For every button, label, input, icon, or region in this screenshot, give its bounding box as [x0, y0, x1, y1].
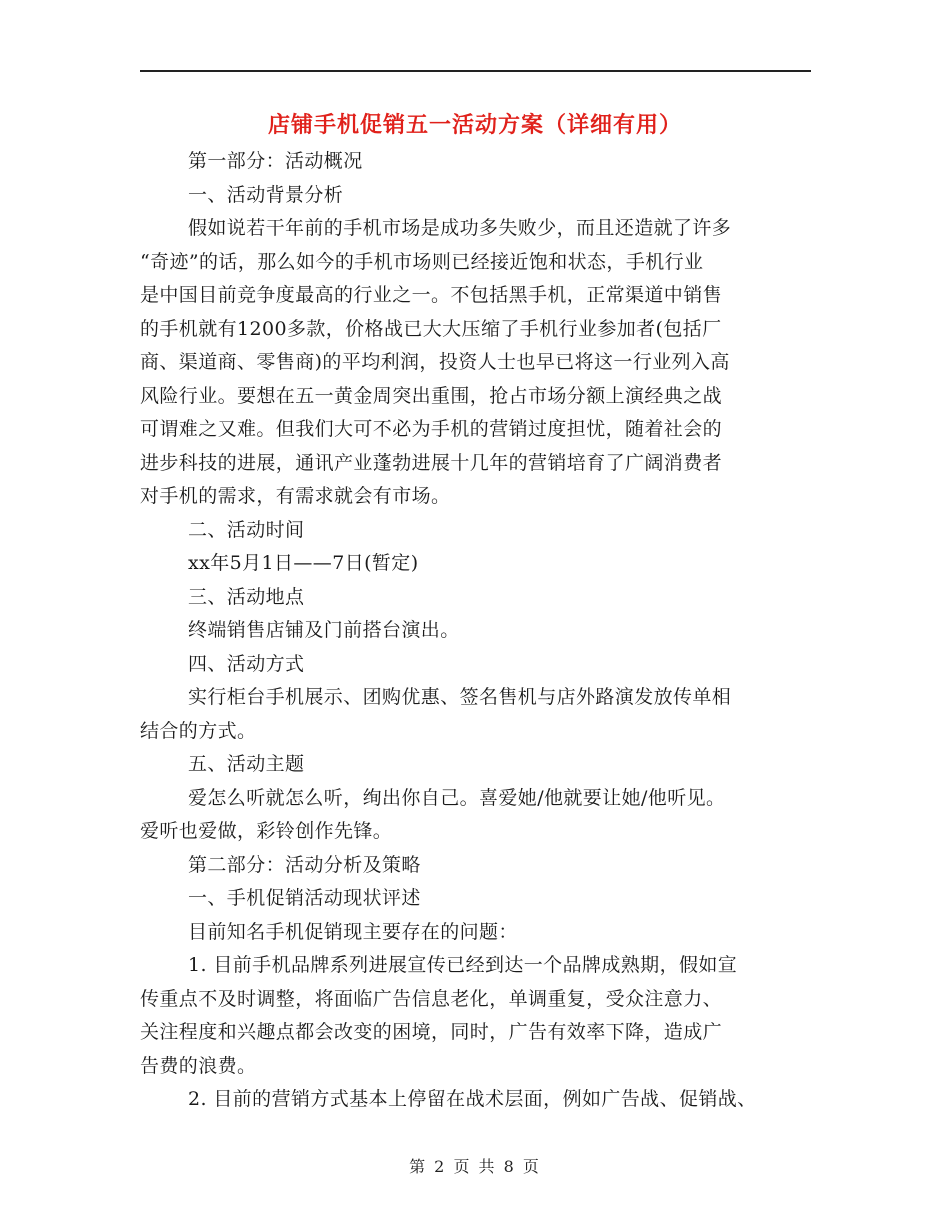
body-line: 目前知名手机促销现主要存在的问题：	[188, 920, 518, 943]
body-line: 一、活动背景分析	[188, 183, 344, 206]
body-line: 关注程度和兴趣点都会改变的困境，同时，广告有效率下降，造成广	[140, 1021, 723, 1043]
body-line: “奇迹”的话，那么如今的手机市场则已经接近饱和状态，手机行业	[140, 250, 704, 273]
body-line: 五、活动主题	[188, 753, 305, 775]
body-line: 一、手机促销活动现状评述	[188, 887, 421, 909]
body-line: 商、渠道商、零售商)的平均利润，投资人士也早已将这一行业列入高	[140, 351, 730, 373]
body-line: 实行柜台手机展示、团购优惠、签名售机与店外路演发放传单相	[188, 686, 732, 708]
body-line: 第一部分：活动概况	[188, 150, 363, 172]
body-line: 二、活动时间	[188, 518, 305, 541]
body-line: 告费的浪费。	[140, 1054, 257, 1077]
body-line: 进步科技的进展，通讯产业蓬勃进展十几年的营销培育了广阔消费者	[140, 451, 723, 474]
body-line: 第二部分：活动分析及策略	[188, 853, 421, 876]
page-footer: 第 2 页 共 8 页	[409, 1157, 541, 1176]
body-line: 2. 目前的营销方式基本上停留在战术层面，例如广告战、促销战、	[188, 1088, 757, 1110]
body-line: 三、活动地点	[188, 585, 305, 608]
body-line: 假如说若干年前的手机市场是成功多失败少，而且还造就了许多	[188, 217, 732, 239]
header-rule	[140, 70, 811, 72]
body-line: 1. 目前手机品牌系列进展宣传已经到达一个品牌成熟期，假如宣	[188, 954, 738, 976]
body-line: xx年5月1日——7日(暂定)	[188, 552, 419, 574]
body-line: 终端销售店铺及门前搭台演出。	[188, 619, 460, 641]
body-line: 是中国目前竞争度最高的行业之一。不包括黑手机，正常渠道中销售	[140, 284, 723, 306]
body-line: 结合的方式。	[140, 719, 257, 742]
body-line: 对手机的需求，有需求就会有市场。	[140, 485, 451, 507]
body-line: 四、活动方式	[188, 652, 305, 675]
body-line: 风险行业。要想在五一黄金周突出重围，抢占市场分额上演经典之战	[140, 384, 723, 407]
body-line: 的手机就有1200多款，价格战已大大压缩了手机行业参加者(包括厂	[140, 317, 722, 340]
body-line: 可谓难之又难。但我们大可不必为手机的营销过度担忧，随着社会的	[140, 418, 723, 440]
body-line: 爱怎么听就怎么听，绚出你自己。喜爱她/他就要让她/他听见。	[188, 786, 726, 809]
body-line: 爱听也爱做，彩铃创作先锋。	[140, 820, 393, 842]
document-body	[140, 145, 820, 1117]
document-title: 店铺手机促销五一活动方案（详细有用）	[267, 113, 682, 138]
body-line: 传重点不及时调整，将面临广告信息老化，单调重复，受众注意力、	[140, 987, 723, 1010]
